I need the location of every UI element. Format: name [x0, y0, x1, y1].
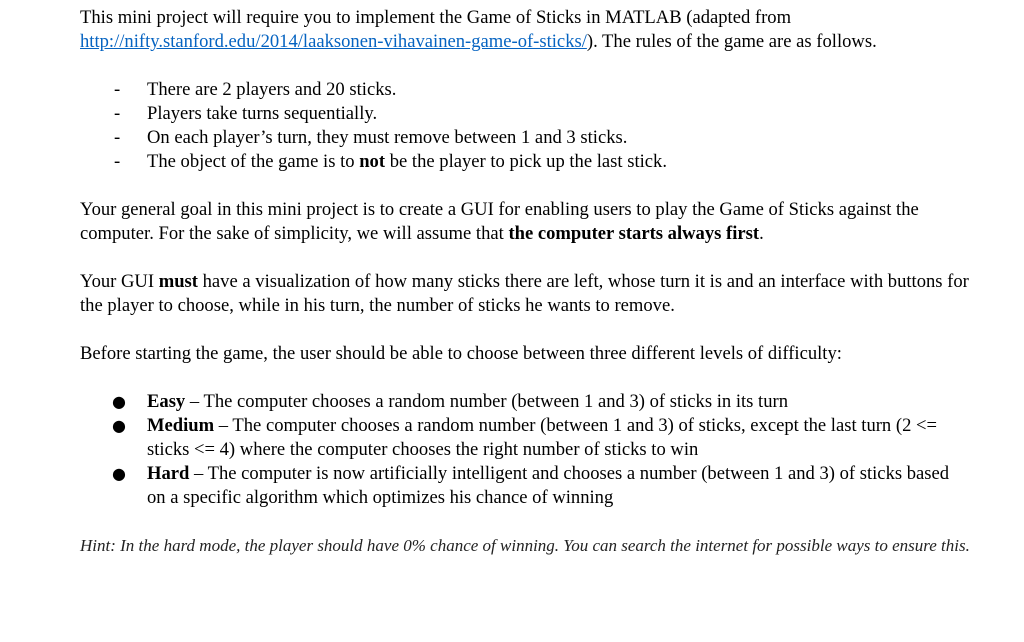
level-name: Medium [147, 415, 215, 436]
goal-paragraph [80, 198, 970, 246]
level-desc: – The computer chooses a random number (between 1 and 3) of sticks, except the last turn (2 <= sticks <= 4) where the computer chooses the right number of sticks to win [147, 415, 937, 460]
rule-text: On each player’s turn, they must remove between 1 and 3 sticks. [147, 127, 628, 148]
rule-text-end: be the player to pick up the last stick. [385, 151, 667, 172]
gui-paragraph [80, 270, 970, 318]
gui-text: Your GUI [80, 271, 159, 292]
gui-text-end: have a visualization of how many sticks there are left, whose turn it is and an interface with buttons for the player to choose, while in his turn, the number of sticks he wants to remove. [80, 271, 969, 316]
rule-emphasis: not [359, 151, 386, 172]
goal-text: Your general goal in this mini project is to create a GUI for enabling users to play the Game of Sticks against the computer. For the sake of simplicity, we will assume that [80, 199, 919, 244]
rule-text: There are 2 players and 20 sticks. [147, 79, 397, 100]
rule-item [80, 150, 970, 174]
difficulty-item-medium [80, 414, 970, 462]
dash-marker: - [114, 127, 121, 148]
gui-emphasis: must [158, 271, 198, 292]
dash-marker: - [114, 79, 121, 100]
intro-paragraph [80, 6, 970, 54]
difficulty-item-hard [80, 462, 970, 510]
rule-item [80, 126, 970, 150]
rules-list [80, 78, 970, 174]
rule-text: Players take turns sequentially. [147, 103, 378, 124]
hint-note: Hint: In the hard mode, the player should have 0% chance of winning. You can search the internet for possible ways to ensure this. [80, 536, 970, 555]
level-desc: – The computer chooses a random number (between 1 and 3) of sticks in its turn [185, 391, 789, 412]
bullet-marker: ● [112, 392, 126, 411]
bullet-marker: ● [112, 464, 126, 483]
source-link[interactable]: http://nifty.stanford.edu/2014/laaksonen-vihavainen-game-of-sticks/ [80, 31, 587, 52]
intro-text-end: ). The rules of the game are as follows. [586, 31, 877, 52]
goal-emphasis: the computer starts always first [508, 223, 760, 244]
difficulty-intro: Before starting the game, the user should be able to choose between three different levels of difficulty: [80, 343, 842, 364]
level-name: Easy [147, 391, 186, 412]
dash-marker: - [114, 103, 121, 124]
document-page [80, 6, 970, 557]
rule-text: The object of the game is to [147, 151, 360, 172]
difficulty-list [80, 390, 970, 510]
bullet-marker: ● [112, 416, 126, 435]
rule-item [80, 78, 970, 102]
intro-text: This mini project will require you to implement the Game of Sticks in MATLAB (adapted from [80, 7, 792, 28]
difficulty-item-easy [80, 390, 970, 414]
level-name: Hard [147, 463, 190, 484]
goal-end: . [759, 223, 764, 244]
level-desc: – The computer is now artificially intelligent and chooses a number (between 1 and 3) of sticks based on a specific algorithm which optimizes his chance of winning [147, 463, 950, 508]
dash-marker: - [114, 151, 121, 172]
rule-item [80, 102, 970, 126]
